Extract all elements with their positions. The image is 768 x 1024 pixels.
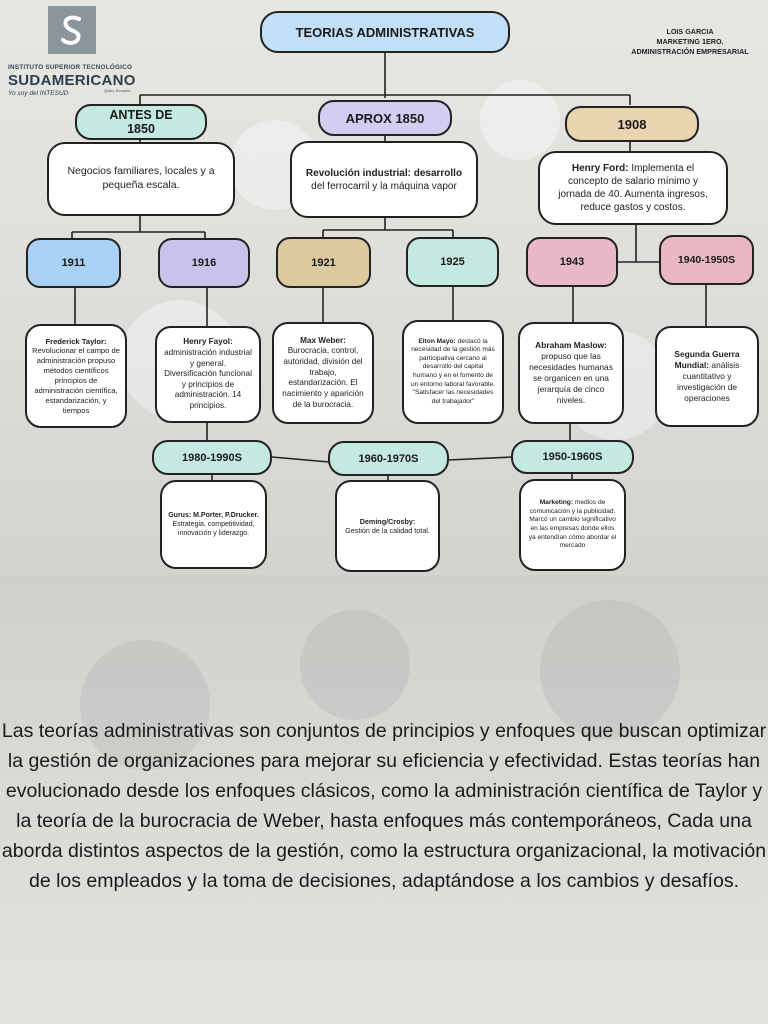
taylor-text: Revolucionar el campo de administración propuso métodos científicos principios de administración científica, estandarización, y tiempos: [32, 346, 120, 415]
year-1943: [526, 237, 618, 287]
maslow-text: propuso que las necesidades humanas se organicen en una jerarquía de cinco niveles.: [529, 351, 613, 405]
taylor-desc: [25, 324, 127, 428]
ww2-name: Segunda Guerra Mundial:: [674, 349, 740, 371]
decade-1980-label: 1980-1990S: [182, 451, 242, 464]
year-1916: [158, 238, 250, 288]
summary-paragraph: Las teorías administrativas son conjuntos de principios y enfoques que buscan optimizar la gestión de organizaciones para mejorar su eficiencia y efectividad. Estas teorías han evolucionado desde los enfoques clásicos, como la administración científica de Taylor y la teoría de la burocracia de Weber, hasta enfoques más contemporáneos, Cada una aborda distintos aspectos de la gestión, como la estructura organizacional, la motivación de los empleados y la toma de decisiones, adaptándose a los cambios y desafíos.: [1, 720, 767, 892]
fayol-text: administración industrial y general. Diversificación funcional y principios de administración. 14 principios.: [164, 347, 252, 411]
era-antes-desc: [47, 142, 235, 216]
gurus-desc: [160, 480, 267, 569]
fayol-name: Henry Fayol:: [183, 337, 233, 347]
era-1908: [565, 106, 699, 142]
era-antes-label: ANTES DE 1850: [109, 108, 173, 136]
institute-line: INSTITUTO SUPERIOR TECNOLÓGICO: [8, 64, 133, 71]
decade-1960-label: 1960-1970S: [358, 452, 419, 465]
year-1911: [26, 238, 121, 288]
era-1908-text: Implementa el concepto de salario mínimo y jornada de 40. Aumenta ingresos, reduce gastos y costos.: [558, 163, 708, 213]
year-1925-label: 1925: [440, 256, 465, 268]
deming-name: Deming/Crosby:: [359, 516, 416, 526]
connector: [272, 457, 329, 462]
era-aprox-1850: [318, 100, 452, 136]
mayo-name: Elton Mayo:: [418, 337, 456, 345]
maslow-name: Abraham Maslow:: [535, 340, 607, 351]
decade-1960-1970s: [328, 441, 449, 476]
year-1921: [276, 237, 371, 288]
decade-1950-1960s: [511, 440, 634, 474]
ww2-text: análisis cuantitativo y investigación de operaciones: [676, 360, 740, 403]
marketing-name: Marketing:: [539, 499, 574, 507]
diagram-title-text: TEORIAS ADMINISTRATIVAS: [295, 24, 475, 40]
weber-text: Burocracia, control, autoridad, división del trabajo, estandarización. El nacimiento y aparición de la burocracia.: [282, 346, 364, 409]
author-course: MARKETING 1ERO.: [656, 37, 724, 46]
gurus-name: Gurus: M.Porter, P.Drucker.: [168, 511, 259, 519]
era-aprox-desc: [290, 141, 478, 218]
institute-city: Quito, Ecuador: [104, 88, 131, 93]
decade-1950-label: 1950-1960S: [542, 451, 603, 463]
mayo-text: destacó la necesidad de la gestión más participativa cercano al desarrollo del capital humano y en el fomento de un entorno laboral favorable. "Satisfacer las necesidades del trabajador": [411, 337, 495, 405]
era-1908-label: 1908: [617, 116, 647, 132]
era-aprox-label: APROX 1850: [345, 110, 425, 126]
year-1921-label: 1921: [311, 256, 336, 269]
author-subject: ADMINISTRACIÓN EMPRESARIAL: [631, 47, 749, 56]
ww2-desc: [655, 326, 759, 427]
mayo-desc: [402, 320, 504, 424]
institute-tagline: Yo soy del INTESUD: [8, 90, 69, 97]
deming-desc: [335, 480, 440, 572]
year-1911-label: 1911: [61, 257, 86, 269]
institute-name: SUDAMERICANO: [8, 72, 136, 89]
gurus-text: Estrategia, competitividad, innovación y liderazgo.: [172, 520, 255, 538]
maslow-desc: [518, 322, 624, 424]
decade-1980-1990s: [152, 440, 272, 475]
era-1908-desc: [538, 151, 728, 225]
author-name: LOIS GARCIA: [666, 27, 714, 36]
year-1940-1950s: [659, 235, 754, 285]
connector: [448, 457, 512, 460]
deming-text: Gestión de la calidad total.: [345, 526, 430, 535]
weber-name: Max Weber:: [300, 335, 346, 345]
fayol-desc: [155, 326, 261, 423]
diagram-title: [260, 11, 510, 53]
era-aprox-bold: Revolución industrial: desarrollo: [305, 167, 463, 179]
era-antes-1850: [75, 104, 207, 140]
era-aprox-text: del ferrocarril y la máquina vapor: [311, 180, 457, 192]
era-1908-name: Henry Ford:: [571, 163, 629, 174]
era-antes-text: Negocios familiares, locales y a pequeña escala.: [67, 165, 215, 191]
year-1925: [406, 237, 499, 287]
year-1916-label: 1916: [191, 257, 217, 269]
taylor-name: Frederick Taylor:: [45, 336, 107, 346]
marketing-desc: [519, 479, 626, 571]
year-1943-label: 1943: [559, 256, 585, 268]
weber-desc: [272, 322, 374, 424]
marketing-text: medios de comunicación y la publicidad. Marcó un cambio significativo en las empresas donde ellos ya entendían cómo abordar el mercado: [528, 499, 617, 550]
year-1940-label: 1940-1950S: [677, 254, 736, 266]
background-figure: [300, 610, 410, 720]
